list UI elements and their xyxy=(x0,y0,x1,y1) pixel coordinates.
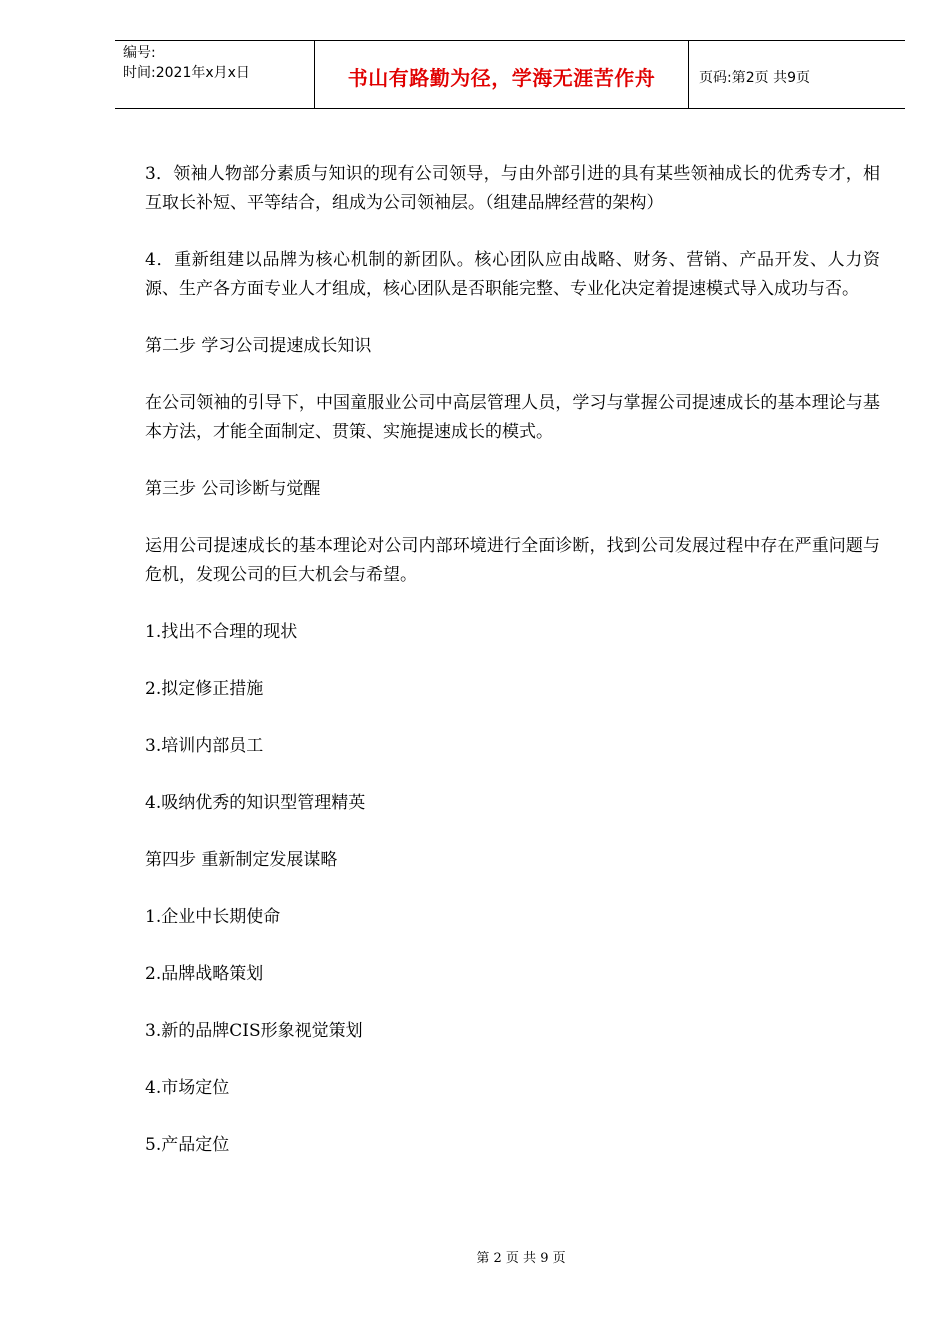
list-item: 2.拟定修正措施 xyxy=(145,679,264,699)
section-heading: 第三步 公司诊断与觉醒 xyxy=(145,479,321,499)
list-item: 1.企业中长期使命 xyxy=(145,907,281,927)
header-meta-cell xyxy=(115,41,315,108)
code-label: 编号: xyxy=(123,45,156,61)
list-item: 4.市场定位 xyxy=(145,1078,230,1098)
paragraph: 3．领袖人物部分素质与知识的现有公司领导，与由外部引进的具有某些领袖成长的优秀专才，相互取长补短、平等结合，组成为公司领袖层。（组建品牌经营的架构） xyxy=(145,164,880,213)
list-item: 3.培训内部员工 xyxy=(145,736,264,756)
paragraph: 运用公司提速成长的基本理论对公司内部环境进行全面诊断，找到公司发展过程中存在严重问题与危机，发现公司的巨大机会与希望。 xyxy=(145,536,880,585)
list-item: 4.吸纳优秀的知识型管理精英 xyxy=(145,793,366,813)
page-footer: 第 2 页 共 9 页 xyxy=(476,1251,566,1266)
header-motto: 书山有路勤为径，学海无涯苦作舟 xyxy=(315,41,689,108)
list-item: 2.品牌战略策划 xyxy=(145,964,264,984)
list-item: 3.新的品牌CIS形象视觉策划 xyxy=(145,1021,363,1041)
header-page-label: 页码:第2页 共9页 xyxy=(699,69,810,86)
section-heading: 第四步 重新制定发展谋略 xyxy=(145,850,338,870)
list-item: 5.产品定位 xyxy=(145,1135,230,1155)
paragraph: 在公司领袖的引导下，中国童服业公司中高层管理人员，学习与掌握公司提速成长的基本理论与基本方法，才能全面制定、贯策、实施提速成长的模式。 xyxy=(145,393,880,442)
list-item: 1.找出不合理的现状 xyxy=(145,622,298,642)
document-body xyxy=(145,160,880,1188)
time-label: 时间:2021年x月x日 xyxy=(123,65,250,81)
page-header xyxy=(115,40,905,109)
paragraph: 4．重新组建以品牌为核心机制的新团队。核心团队应由战略、财务、营销、产品开发、人力资源、生产各方面专业人才组成，核心团队是否职能完整、专业化决定着提速模式导入成功与否。 xyxy=(145,250,880,299)
section-heading: 第二步 学习公司提速成长知识 xyxy=(145,336,372,356)
